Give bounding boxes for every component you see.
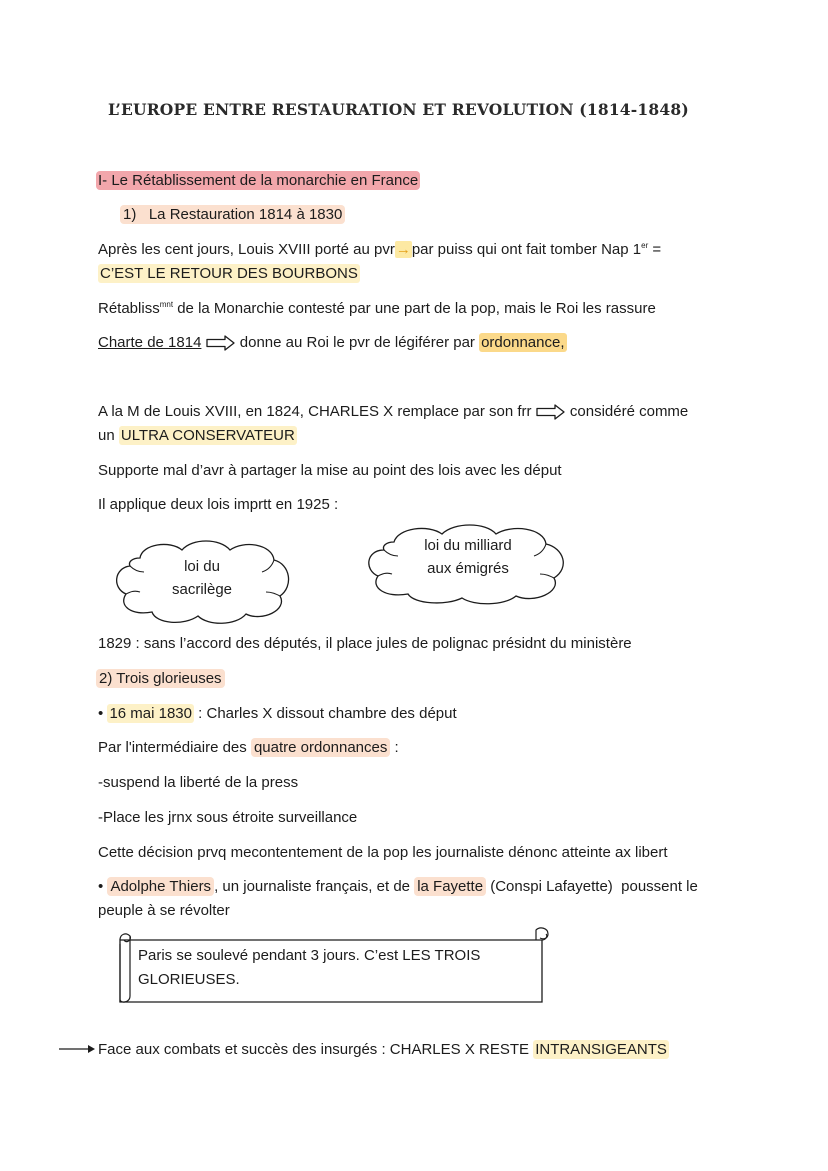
scroll-line-1: Paris se soulevé pendant 3 jours. C’est LES TROIS xyxy=(138,947,481,964)
text: de la Monarchie contesté par une part de la pop, mais le Roi les rassure xyxy=(173,300,656,317)
text: par puiss qui ont fait tomber Nap 1 xyxy=(411,241,642,258)
small-arrow-icon: → xyxy=(395,241,411,258)
cloud-line: sacrilège xyxy=(171,581,233,598)
paragraph-decision: Cette décision prvq mecontentement de la pop les journaliste dénonc atteinte ax libert xyxy=(98,844,668,861)
paragraph-cent-jours xyxy=(98,239,661,261)
paragraph-deux-lois: Il applique deux lois imprtt en 1925 : xyxy=(98,496,339,513)
highlight-text: C’EST LE RETOUR DES BOURBONS xyxy=(100,265,358,282)
paragraph-16-mai xyxy=(98,703,457,725)
bullet: • xyxy=(98,705,104,722)
paragraph-peuple: peuple à se révolter xyxy=(98,902,230,919)
text: , un journaliste français, et de xyxy=(214,878,411,895)
highlight-text: ULTRA CONSERVATEUR xyxy=(120,427,295,444)
highlight-text: 16 mai 1830 xyxy=(109,705,192,722)
highlight-text: INTRANSIGEANTS xyxy=(535,1041,667,1058)
section-heading-1 xyxy=(96,170,420,192)
highlight-text: quatre ordonnances xyxy=(251,738,390,757)
cloud-line: loi du milliard xyxy=(424,537,512,554)
highlight-text: la Fayette xyxy=(414,877,486,896)
superscript: mnt xyxy=(159,300,174,309)
text: = xyxy=(648,241,662,258)
paragraph-charles-x xyxy=(98,401,688,423)
bullet: • xyxy=(98,878,104,895)
cloud-line: aux émigrés xyxy=(427,560,509,577)
subheading-restauration xyxy=(120,204,345,226)
subheading-text: 2) Trois glorieuses xyxy=(96,669,225,688)
paragraph-intermediaire xyxy=(98,737,399,759)
paragraph-thiers xyxy=(98,876,698,898)
cloud-line: loi du xyxy=(184,558,220,575)
paragraph-charte xyxy=(98,332,567,354)
paragraph-place: -Place les jrnx sous étroite surveillance xyxy=(98,809,358,826)
superscript: er xyxy=(641,241,649,250)
paragraph-face-aux-combats xyxy=(98,1039,669,1061)
highlight-text: ordonnance, xyxy=(481,334,565,351)
subheading-trois-glorieuses xyxy=(96,668,225,690)
scroll-line-2: GLORIEUSES. xyxy=(138,971,240,988)
paragraph-supporte: Supporte mal d’avr à partager la mise au point des lois avec les déput xyxy=(98,462,562,479)
text: A la M de Louis XVIII, en 1824, CHARLES X remplace par son frr xyxy=(98,403,532,420)
paragraph-retour-bourbons xyxy=(98,263,360,285)
paragraph-1829: 1829 : sans l’accord des députés, il place jules de polignac présidnt du ministère xyxy=(98,635,632,652)
text: Après les cent jours, Louis XVIII porté au pvr xyxy=(98,241,395,258)
paragraph-ultra xyxy=(98,425,297,447)
double-arrow-icon xyxy=(536,404,566,420)
text: considéré comme xyxy=(569,403,689,420)
highlight-text: Adolphe Thiers xyxy=(107,877,214,896)
text: : xyxy=(390,739,399,756)
text: un xyxy=(98,427,115,444)
section-heading-text: I- Le Rétablissement de la monarchie en France xyxy=(98,172,419,189)
underlined-text: Charte de 1814 xyxy=(98,334,202,351)
text: (Conspi Lafayette) poussent le xyxy=(486,878,698,895)
double-arrow-icon xyxy=(206,335,236,351)
text: donne au Roi le pvr de légiférer par xyxy=(239,334,475,351)
paragraph-retablissement xyxy=(98,298,656,320)
subheading-text: 1) La Restauration 1814 à 1830 xyxy=(120,205,345,224)
text: Rétabliss xyxy=(98,300,160,317)
text: : Charles X dissout chambre des déput xyxy=(194,705,457,722)
text: Face aux combats et succès des insurgés : CHARLES X RESTE xyxy=(98,1041,530,1058)
page-title: L’EUROPE ENTRE RESTAURATION ET REVOLUTION (1814-1848) xyxy=(108,100,689,119)
cloud-label-2 xyxy=(388,534,548,580)
text: Par l'intermédiaire des xyxy=(98,739,247,756)
cloud-label-1 xyxy=(142,555,262,601)
paragraph-suspend: -suspend la liberté de la press xyxy=(98,774,299,791)
long-arrow-icon xyxy=(58,1042,96,1056)
